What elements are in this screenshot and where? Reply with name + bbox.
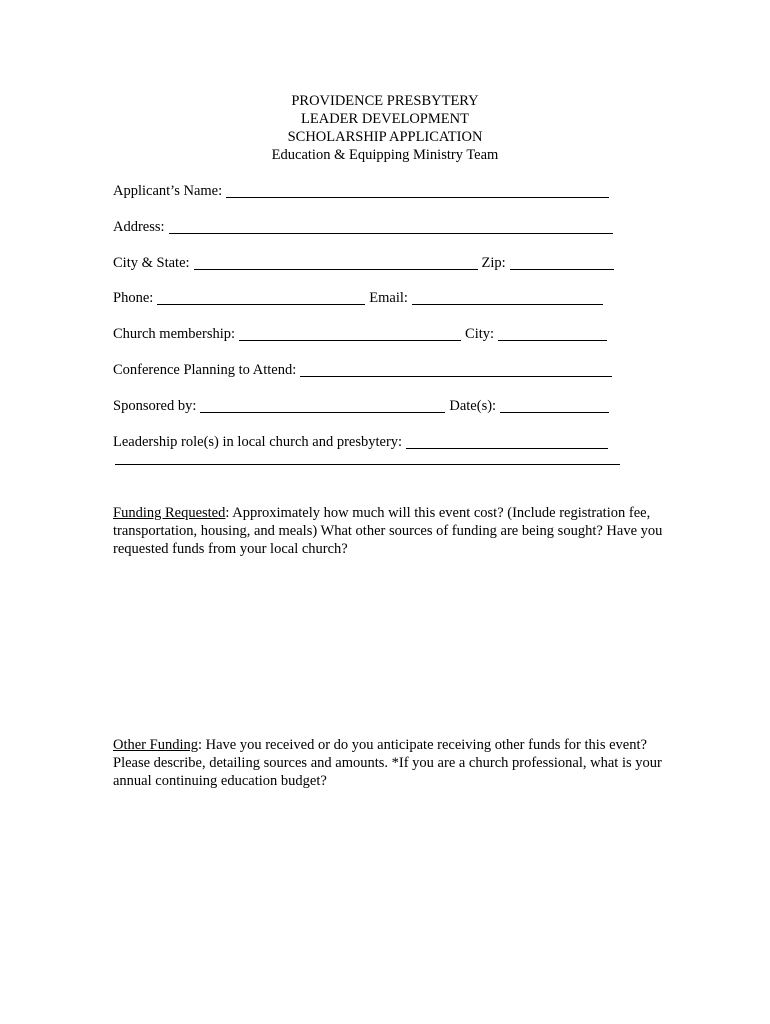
applicant-name-row (113, 182, 613, 200)
sponsored-by-field[interactable] (200, 399, 445, 413)
other-funding-text: : Have you received or do you anticipate receiving other funds for this event? Please describe, detailing sources and amounts. *If you are a church professional, what is your annual continuing education budget? (113, 737, 662, 789)
city-state-row (113, 254, 618, 272)
dates-label: Date(s): (449, 398, 497, 414)
address-row (113, 218, 617, 236)
church-membership-row (113, 325, 611, 343)
funding-requested-text: : Approximately how much will this event cost? (Include registration fee, transportation, housing, and meals) What other sources of funding are being sought? Have you requested funds from your local church? (113, 505, 663, 557)
form-header (0, 92, 770, 164)
email-label: Email: (369, 290, 408, 306)
header-line-team: Education & Equipping Ministry Team (271, 147, 499, 163)
city-state-field[interactable] (194, 256, 478, 270)
other-funding-heading: Other Funding (113, 737, 198, 753)
leadership-label: Leadership role(s) in local church and presbytery: (113, 434, 403, 450)
leadership-row (113, 433, 612, 451)
city-state-label: City & State: (113, 255, 190, 271)
sponsored-by-label: Sponsored by: (113, 398, 197, 414)
conference-field[interactable] (300, 363, 612, 377)
email-field[interactable] (412, 291, 603, 305)
phone-field[interactable] (157, 291, 365, 305)
header-line-form-title: SCHOLARSHIP APPLICATION (287, 129, 483, 145)
city-label: City: (465, 326, 495, 342)
zip-field[interactable] (510, 256, 614, 270)
city-field[interactable] (498, 327, 607, 341)
header-line-program: LEADER DEVELOPMENT (301, 111, 469, 127)
dates-field[interactable] (500, 399, 609, 413)
applicant-name-field[interactable] (226, 184, 609, 198)
church-membership-label: Church membership: (113, 326, 236, 342)
church-membership-field[interactable] (239, 327, 461, 341)
sponsored-by-row (113, 397, 613, 415)
funding-requested-section (113, 504, 673, 558)
header-line-organization: PROVIDENCE PRESBYTERY (291, 93, 479, 109)
conference-label: Conference Planning to Attend: (113, 362, 297, 378)
applicant-name-label: Applicant’s Name: (113, 183, 223, 199)
conference-row (113, 361, 616, 379)
address-label: Address: (113, 219, 165, 235)
zip-label: Zip: (481, 255, 506, 271)
funding-requested-heading: Funding Requested (113, 505, 226, 521)
leadership-continuation-line[interactable] (115, 464, 620, 465)
phone-label: Phone: (113, 290, 154, 306)
leadership-field[interactable] (406, 435, 608, 449)
other-funding-section (113, 736, 673, 790)
address-field[interactable] (169, 220, 613, 234)
phone-email-row (113, 289, 607, 307)
